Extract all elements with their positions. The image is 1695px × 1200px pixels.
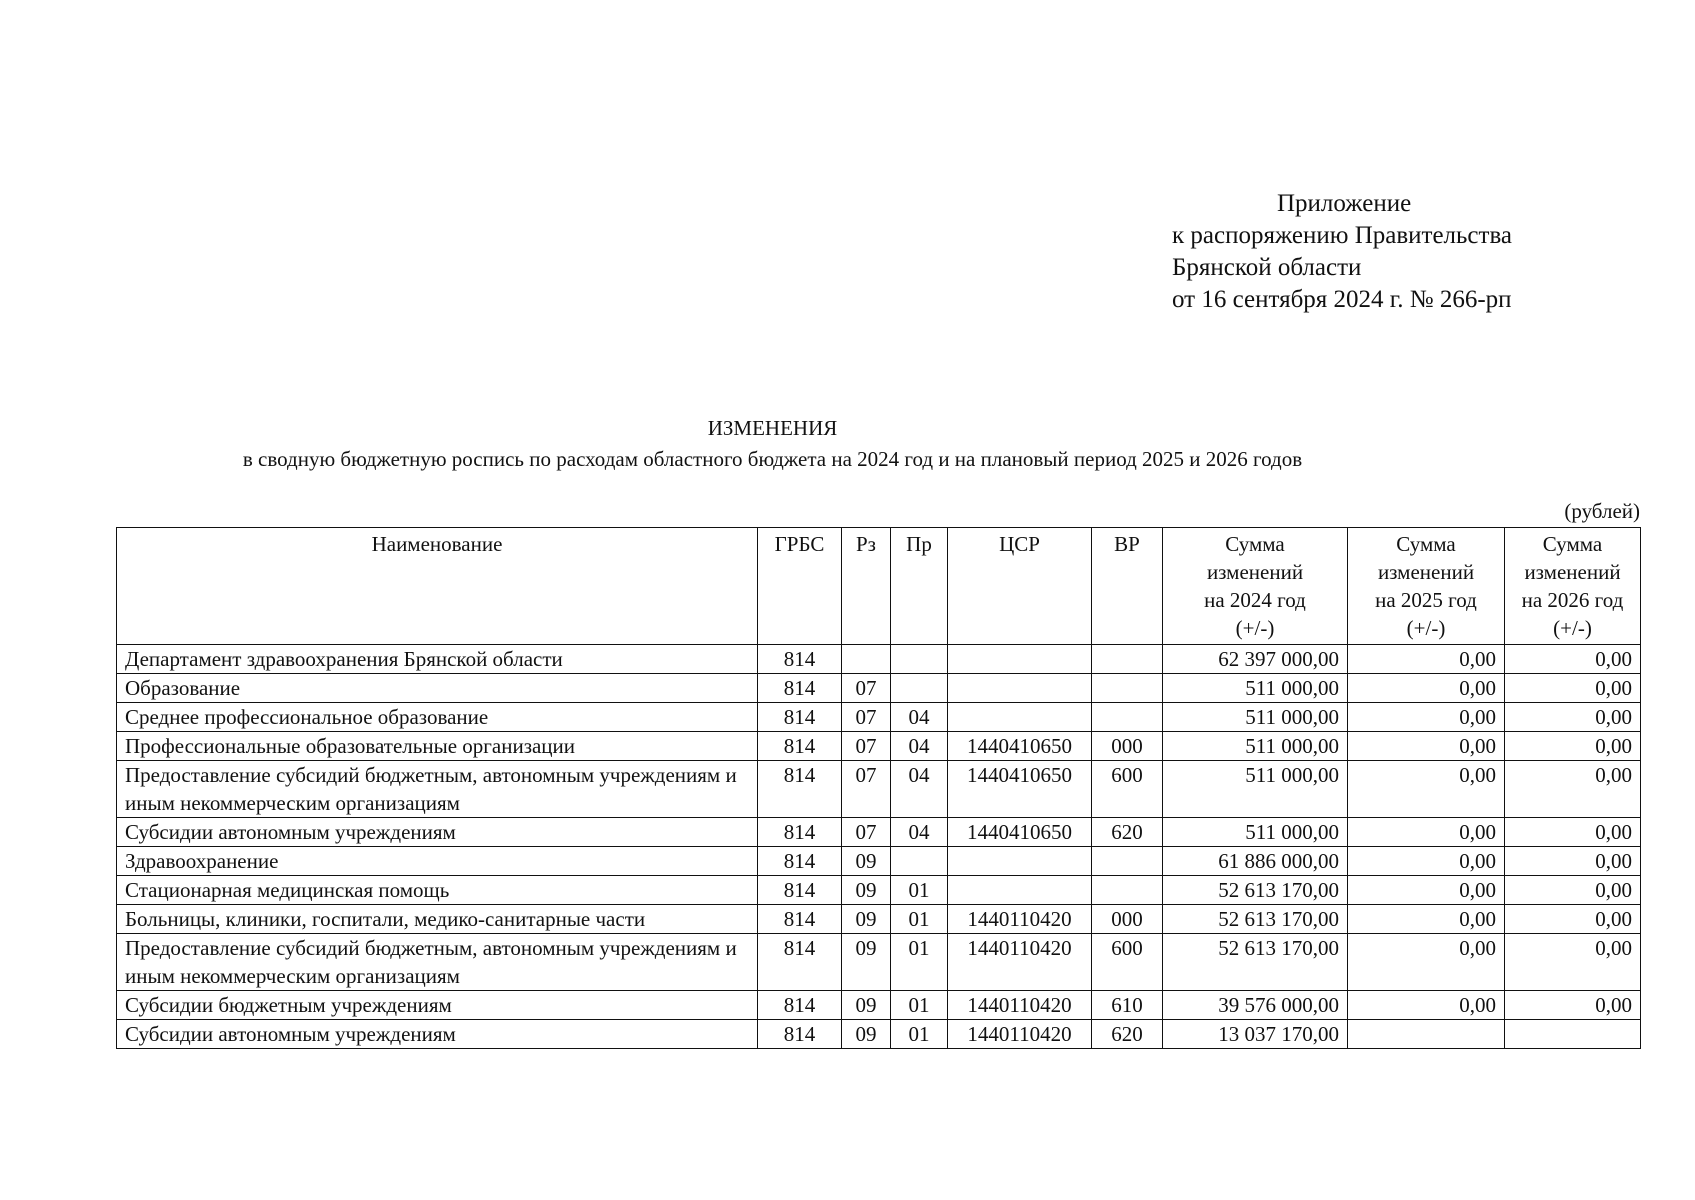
cell-sum-2025: 0,00 xyxy=(1348,876,1505,905)
cell-name: Субсидии автономным учреждениям xyxy=(117,818,758,847)
cell-rz: 07 xyxy=(842,674,891,703)
header-sum-2025-line: на 2025 год xyxy=(1375,588,1477,612)
header-grbs: ГРБС xyxy=(758,528,842,645)
table-row xyxy=(117,847,1641,876)
cell-sum-2026: 0,00 xyxy=(1505,847,1641,876)
cell-rz: 09 xyxy=(842,905,891,934)
cell-sum-2024: 511 000,00 xyxy=(1163,761,1348,818)
cell-vr xyxy=(1092,703,1163,732)
cell-sum-2025: 0,00 xyxy=(1348,703,1505,732)
cell-vr: 000 xyxy=(1092,905,1163,934)
cell-sum-2025 xyxy=(1348,1020,1505,1049)
cell-grbs: 814 xyxy=(758,818,842,847)
cell-name: Предоставление субсидий бюджетным, автономным учреждениям и иным некоммерческим организациям xyxy=(117,934,758,991)
cell-rz xyxy=(842,645,891,674)
cell-sum-2026: 0,00 xyxy=(1505,991,1641,1020)
table-row xyxy=(117,818,1641,847)
table-row xyxy=(117,905,1641,934)
cell-name: Департамент здравоохранения Брянской области xyxy=(117,645,758,674)
cell-sum-2026: 0,00 xyxy=(1505,876,1641,905)
cell-grbs: 814 xyxy=(758,732,842,761)
cell-csr: 1440410650 xyxy=(948,732,1092,761)
cell-sum-2024: 511 000,00 xyxy=(1163,703,1348,732)
header-sum-2024-line: Сумма xyxy=(1225,532,1285,556)
table-row xyxy=(117,732,1641,761)
cell-sum-2026: 0,00 xyxy=(1505,761,1641,818)
budget-changes-table xyxy=(116,527,1641,1049)
cell-sum-2026: 0,00 xyxy=(1505,905,1641,934)
table-row xyxy=(117,934,1641,991)
cell-sum-2025: 0,00 xyxy=(1348,732,1505,761)
units-label: (рублей) xyxy=(1564,499,1640,523)
cell-grbs: 814 xyxy=(758,1020,842,1049)
table-row xyxy=(117,876,1641,905)
cell-sum-2025: 0,00 xyxy=(1348,645,1505,674)
cell-pr xyxy=(891,847,948,876)
cell-name: Субсидии автономным учреждениям xyxy=(117,1020,758,1049)
cell-rz: 09 xyxy=(842,1020,891,1049)
appendix-line-date-number: от 16 сентября 2024 г. № 266-рп xyxy=(1172,286,1512,313)
table-row xyxy=(117,1020,1641,1049)
header-sum-2025 xyxy=(1348,528,1505,645)
cell-name: Субсидии бюджетным учреждениям xyxy=(117,991,758,1020)
document-title-block xyxy=(0,413,1695,475)
cell-sum-2025: 0,00 xyxy=(1348,991,1505,1020)
cell-csr: 1440410650 xyxy=(948,761,1092,818)
cell-sum-2025: 0,00 xyxy=(1348,934,1505,991)
table-row xyxy=(117,761,1641,818)
cell-sum-2024: 511 000,00 xyxy=(1163,674,1348,703)
header-vr: ВР xyxy=(1092,528,1163,645)
cell-vr xyxy=(1092,645,1163,674)
cell-grbs: 814 xyxy=(758,991,842,1020)
cell-sum-2026: 0,00 xyxy=(1505,674,1641,703)
header-sum-2025-line: изменений xyxy=(1377,560,1475,584)
cell-rz: 09 xyxy=(842,991,891,1020)
cell-sum-2025: 0,00 xyxy=(1348,761,1505,818)
cell-sum-2024: 52 613 170,00 xyxy=(1163,905,1348,934)
cell-rz: 07 xyxy=(842,732,891,761)
cell-vr: 620 xyxy=(1092,1020,1163,1049)
header-sum-2024-line: на 2024 год xyxy=(1204,588,1306,612)
cell-pr xyxy=(891,674,948,703)
cell-grbs: 814 xyxy=(758,905,842,934)
header-sum-2024-line: изменений xyxy=(1206,560,1304,584)
cell-rz: 09 xyxy=(842,876,891,905)
cell-csr xyxy=(948,674,1092,703)
cell-sum-2024: 511 000,00 xyxy=(1163,732,1348,761)
cell-grbs: 814 xyxy=(758,703,842,732)
cell-vr: 620 xyxy=(1092,818,1163,847)
cell-vr: 000 xyxy=(1092,732,1163,761)
cell-sum-2024: 511 000,00 xyxy=(1163,818,1348,847)
header-rz: Рз xyxy=(842,528,891,645)
cell-pr: 01 xyxy=(891,991,948,1020)
cell-sum-2025: 0,00 xyxy=(1348,674,1505,703)
header-sum-2025-line: Сумма xyxy=(1396,532,1456,556)
cell-sum-2026: 0,00 xyxy=(1505,645,1641,674)
cell-csr: 1440110420 xyxy=(948,991,1092,1020)
cell-grbs: 814 xyxy=(758,934,842,991)
cell-vr xyxy=(1092,847,1163,876)
appendix-line-region: Брянской области xyxy=(1172,254,1362,281)
cell-pr: 04 xyxy=(891,732,948,761)
cell-name: Образование xyxy=(117,674,758,703)
header-name: Наименование xyxy=(117,528,758,645)
cell-rz: 09 xyxy=(842,847,891,876)
cell-sum-2024: 52 613 170,00 xyxy=(1163,934,1348,991)
cell-name: Здравоохранение xyxy=(117,847,758,876)
header-sum-2026-line: (+/-) xyxy=(1553,616,1592,640)
cell-csr xyxy=(948,876,1092,905)
cell-sum-2025: 0,00 xyxy=(1348,818,1505,847)
header-sum-2026-line: Сумма xyxy=(1542,532,1603,556)
header-sum-2026-line: изменений xyxy=(1524,560,1621,584)
header-sum-2024 xyxy=(1163,528,1348,645)
cell-vr xyxy=(1092,876,1163,905)
cell-csr: 1440110420 xyxy=(948,1020,1092,1049)
cell-rz: 07 xyxy=(842,703,891,732)
cell-csr xyxy=(948,847,1092,876)
cell-sum-2024: 13 037 170,00 xyxy=(1163,1020,1348,1049)
appendix-title: Приложение xyxy=(1277,190,1412,217)
cell-sum-2024: 39 576 000,00 xyxy=(1163,991,1348,1020)
document-subtitle: в сводную бюджетную роспись по расходам областного бюджета на 2024 год и на плановый период 2025 и 2026 годов xyxy=(242,447,1303,471)
cell-pr: 04 xyxy=(891,703,948,732)
table-row xyxy=(117,703,1641,732)
cell-sum-2024: 52 613 170,00 xyxy=(1163,876,1348,905)
cell-rz: 07 xyxy=(842,761,891,818)
cell-csr: 1440410650 xyxy=(948,818,1092,847)
cell-grbs: 814 xyxy=(758,847,842,876)
cell-grbs: 814 xyxy=(758,674,842,703)
cell-sum-2025: 0,00 xyxy=(1348,847,1505,876)
cell-sum-2025: 0,00 xyxy=(1348,905,1505,934)
cell-grbs: 814 xyxy=(758,645,842,674)
appendix-block xyxy=(1172,188,1632,316)
cell-pr: 01 xyxy=(891,934,948,991)
cell-sum-2024: 61 886 000,00 xyxy=(1163,847,1348,876)
table-row xyxy=(117,674,1641,703)
cell-csr: 1440110420 xyxy=(948,934,1092,991)
cell-sum-2026: 0,00 xyxy=(1505,703,1641,732)
cell-sum-2026: 0,00 xyxy=(1505,818,1641,847)
cell-name: Больницы, клиники, госпитали, медико-санитарные части xyxy=(117,905,758,934)
cell-sum-2024: 62 397 000,00 xyxy=(1163,645,1348,674)
cell-name: Среднее профессиональное образование xyxy=(117,703,758,732)
cell-grbs: 814 xyxy=(758,761,842,818)
cell-sum-2026: 0,00 xyxy=(1505,934,1641,991)
cell-csr: 1440110420 xyxy=(948,905,1092,934)
appendix-line-decree: к распоряжению Правительства xyxy=(1172,222,1513,249)
cell-vr: 600 xyxy=(1092,934,1163,991)
cell-pr: 01 xyxy=(891,905,948,934)
cell-name: Стационарная медицинская помощь xyxy=(117,876,758,905)
cell-name: Профессиональные образовательные организации xyxy=(117,732,758,761)
document-title: ИЗМЕНЕНИЯ xyxy=(707,416,838,440)
header-sum-2025-line: (+/-) xyxy=(1406,616,1446,640)
cell-csr xyxy=(948,645,1092,674)
cell-rz: 07 xyxy=(842,818,891,847)
cell-vr xyxy=(1092,674,1163,703)
header-sum-2026 xyxy=(1505,528,1641,645)
table-row xyxy=(117,991,1641,1020)
header-sum-2024-line: (+/-) xyxy=(1235,616,1275,640)
cell-sum-2026 xyxy=(1505,1020,1641,1049)
cell-csr xyxy=(948,703,1092,732)
cell-pr: 04 xyxy=(891,818,948,847)
cell-pr xyxy=(891,645,948,674)
cell-pr: 01 xyxy=(891,1020,948,1049)
header-sum-2026-line: на 2026 год xyxy=(1521,588,1624,612)
cell-pr: 01 xyxy=(891,876,948,905)
cell-rz: 09 xyxy=(842,934,891,991)
table-body xyxy=(117,645,1641,1049)
cell-pr: 04 xyxy=(891,761,948,818)
cell-vr: 610 xyxy=(1092,991,1163,1020)
table-row xyxy=(117,645,1641,674)
cell-sum-2026: 0,00 xyxy=(1505,732,1641,761)
header-pr: Пр xyxy=(891,528,948,645)
cell-vr: 600 xyxy=(1092,761,1163,818)
cell-name: Предоставление субсидий бюджетным, автономным учреждениям и иным некоммерческим организациям xyxy=(117,761,758,818)
table-header-row xyxy=(117,528,1641,645)
header-csr: ЦСР xyxy=(948,528,1092,645)
cell-grbs: 814 xyxy=(758,876,842,905)
